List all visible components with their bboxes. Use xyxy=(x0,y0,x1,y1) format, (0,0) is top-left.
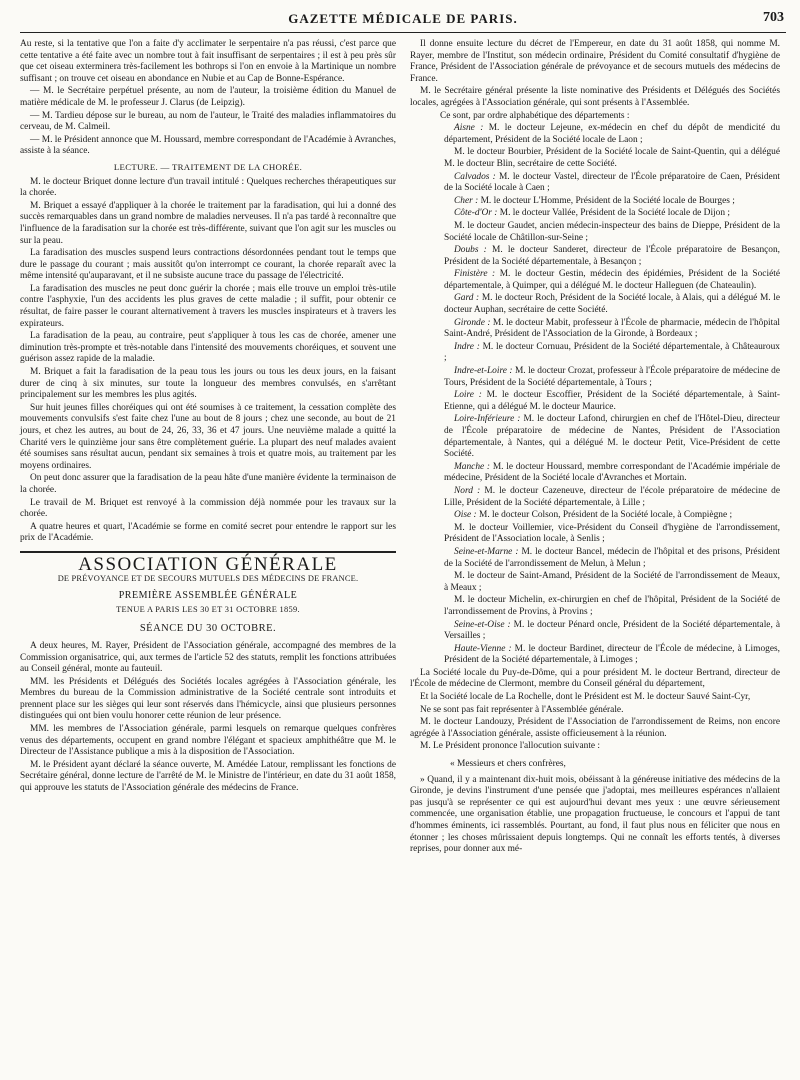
department-entry xyxy=(410,595,780,618)
department-text: M. le docteur L'Homme, Président de la Société locale de Bourges ; xyxy=(480,195,735,206)
columns xyxy=(20,39,786,857)
right-column xyxy=(410,39,780,857)
paragraph: — M. le Président annonce que M. Houssard, membre correspondant de l'Académie à Avranches, assiste à la séance. xyxy=(20,134,396,157)
department-text: M. le docteur Gaudet, ancien médecin-inspecteur des bains de Dieppe, Président de la Société locale de Châtillon-sur-Seine ; xyxy=(444,220,780,243)
department-name: Aisne : xyxy=(454,123,484,134)
paragraph: M. le Secrétaire général présente la liste nominative des Présidents et Délégués des Sociétés locales, agrégées à l'Association générale, qui sont présents à l'Assemblée. xyxy=(410,86,780,108)
department-entry xyxy=(410,462,780,485)
department-text: M. le docteur Vallée, Président de la Société locale de Dijon ; xyxy=(499,208,730,219)
paragraph: M. le Président ayant déclaré la séance ouverte, M. Amédée Latour, remplissant les fonctions de Secrétaire général, donne lecture de l'arrêté de M. le Ministre de l'intérieur, en date du 31 août 1858, qui approuve les statuts de l'Association générale des médecins de France. xyxy=(20,759,396,794)
paragraph: On peut donc assurer que la faradisation de la peau hâte d'une manière évidente la terminaison de la chorée. xyxy=(20,473,396,495)
department-entry xyxy=(410,644,780,667)
department-name: Nord : xyxy=(454,485,481,496)
page-header xyxy=(20,8,786,33)
department-entry xyxy=(410,293,780,316)
paragraph: Ce sont, par ordre alphabétique des départements : xyxy=(440,110,630,121)
department-text: M. le docteur Vastel, directeur de l'École préparatoire de Caen, Président de la Société locale à Caen ; xyxy=(444,171,780,194)
paragraph: La Société locale du Puy-de-Dôme, qui a pour président M. le docteur Bertrand, directeur de l'École de médecine de Clermont, membre du Conseil général du département, xyxy=(410,667,780,690)
assembly-title: PREMIÈRE ASSEMBLÉE GÉNÉRALE xyxy=(118,590,298,602)
department-name: Seine-et-Marne : xyxy=(454,546,519,557)
department-name: Loire : xyxy=(454,390,482,401)
association-subtitle: DE PRÉVOYANCE ET DE SECOURS MUTUELS DES MÉDECINS DE FRANCE. xyxy=(57,573,359,583)
paragraph: La faradisation de la peau, au contraire, peut s'appliquer à tous les cas de chorée, amener une diminution très-prompte et très-notable dans l'intensité des mouvements choréiques, et souvent une guérison assez rapide de la maladie. xyxy=(20,331,396,365)
department-text: M. le docteur Sanderet, directeur de l'École préparatoire de Besançon, Président de la Société départementale, à Besançon ; xyxy=(444,245,781,267)
paragraph: MM. les Présidents et Délégués des Sociétés locales agrégées à l'Association générale, les Membres du bureau de la Commission administrative de la Société centrale sont introduits et prennent place sur les sièges qui leur sont réservés dans l'hémicycle, ainsi que plusieurs personnes distinguées qui ont bien voulu honorer cette réunion de leur présence. xyxy=(20,676,396,722)
paragraph: Et la Société locale de La Rochelle, dont le Président est M. le docteur Sauvé Saint-Cyr, xyxy=(420,692,751,703)
paragraph: Le travail de M. Briquet est renvoyé à la commission déjà nommée pour les travaux sur la chorée. xyxy=(20,497,396,520)
department-entry xyxy=(410,196,780,208)
department-text: M. le docteur Roch, Président de la Société locale, à Alais, qui a délégué M. le docteur Auphan, secrétaire de cette Société. xyxy=(444,293,781,316)
department-entry xyxy=(410,269,780,292)
department-text: M. le docteur Houssard, membre correspondant de l'Académie impériale de médecine, Président de la Société locale d'Avranches et Mortain. xyxy=(444,461,780,484)
department-entry xyxy=(410,414,780,460)
department-name: Calvados : xyxy=(454,171,496,182)
session-title: SÉANCE DU 30 OCTOBRE. xyxy=(139,623,277,635)
department-text: M. le docteur Lafond, chirurgien en chef de l'Hôtel-Dieu, directeur de l'École préparatoire de médecine de Nantes, Président de l'Association départementale, à Nantes, qui a délégué M. le docteur Petit, Vice-Président de cette Société. xyxy=(444,414,781,460)
department-text: M. le docteur Voillemier, vice-Président du Conseil d'hygiène de l'arrondissement, Président de l'Association locale, à Senlis ; xyxy=(444,522,780,545)
section-divider xyxy=(20,551,396,553)
department-name: Cher : xyxy=(454,195,479,206)
journal-title: GAZETTE MÉDICALE DE PARIS. xyxy=(288,11,518,26)
department-entry xyxy=(410,342,780,365)
department-name: Loire-Inférieure : xyxy=(454,414,521,425)
department-entry xyxy=(410,620,780,643)
department-entry xyxy=(410,510,780,522)
department-entry xyxy=(410,547,780,570)
department-text: M. le docteur Mabit, professeur à l'École de pharmacie, médecin de l'hôpital Saint-André, Président de l'Association de la Gironde, à Bordeaux ; xyxy=(444,317,780,340)
department-entry xyxy=(410,390,780,413)
paragraph: A quatre heures et quart, l'Académie se forme en comité secret pour entendre le rapport sur les prix de l'Académie. xyxy=(20,521,396,544)
department-name: Seine-et-Oise : xyxy=(454,619,511,630)
department-text: M. le docteur Cazeneuve, directeur de l'école préparatoire de médecine de Lille, Président de la Société départementale, à Lille ; xyxy=(444,485,780,508)
department-name: Indre-et-Loire : xyxy=(454,366,513,377)
department-entry xyxy=(410,147,780,170)
department-name: Indre : xyxy=(454,341,480,352)
paragraph: A deux heures, M. Rayer, Président de l'Association générale, accompagné des membres de la Commission organisatrice, qui, aux termes de l'article 52 des statuts, remplit les fonctions attribuées au Conseil général, monte au fauteuil. xyxy=(20,640,396,675)
department-entry xyxy=(410,123,780,146)
department-text: M. le docteur Lejeune, ex-médecin en chef du dépôt de mendicité du département, Président de la Société locale de Laon ; xyxy=(444,123,781,145)
department-text: M. le docteur Crozat, professeur à l'École préparatoire de médecine de Tours, Président de la Société départementale, à Tours ; xyxy=(444,366,780,388)
paragraph: La faradisation des muscles suspend leurs contractions désordonnées pendant tout le temps que dure le passage du courant ; mais aussitôt qu'on interrompt ce courant, la chorée reparaît avec la même intensité qu'auparavant, et il ne subsiste aucune trace du passage de l'électricité. xyxy=(20,248,396,282)
department-entry xyxy=(410,208,780,220)
department-entry xyxy=(410,486,780,509)
paragraph: Il donne ensuite lecture du décret de l'Empereur, en date du 31 août 1858, qui nomme M. Rayer, membre de l'Institut, son médecin ordinaire, Président du Comité consultatif d'hygiène de France, Président de l'Association générale de prévoyance et de secours mutuels des médecins de France. xyxy=(410,39,780,84)
department-entry xyxy=(410,523,780,546)
department-name: Oise : xyxy=(454,510,477,521)
assembly-dates: TENUE A PARIS LES 30 ET 31 OCTOBRE 1859. xyxy=(116,604,300,614)
department-name: Gironde : xyxy=(454,317,491,328)
department-text: M. le docteur Bancel, médecin de l'hôpital et des prisons, Président de la Société de l'arrondissement de Melun, à Melun ; xyxy=(444,546,780,569)
paragraph: — M. Tardieu dépose sur le bureau, au nom de l'auteur, le Traité des maladies inflammatoires du cerveau, de M. Calmeil. xyxy=(20,110,396,133)
left-column xyxy=(20,39,396,857)
department-text: M. le docteur Cornuau, Président de la Société départementale, à Châteauroux ; xyxy=(444,341,780,364)
association-title: ASSOCIATION GÉNÉRALE xyxy=(78,553,338,575)
paragraph: M. le docteur Briquet donne lecture d'un travail intitulé : Quelques recherches thérapeutiques sur la chorée. xyxy=(20,176,396,199)
department-entry xyxy=(410,571,780,594)
department-text: M. le docteur Colson, Président de la Société locale, à Compiègne ; xyxy=(479,510,733,521)
department-name: Doubs : xyxy=(454,245,487,256)
speech-salutation: « Messieurs et chers confrères, xyxy=(450,759,566,770)
department-text: M. le docteur de Saint-Amand, Président de la Société de l'arrondissement de Meaux, à Meaux ; xyxy=(444,571,780,593)
section-heading: LECTURE. — TRAITEMENT DE LA CHORÉE. xyxy=(113,161,303,172)
paragraph: M. Briquet a essayé d'appliquer à la chorée le traitement par la faradisation, qui lui a donné des succès remarquables dans un grand nombre de maladies nerveuses. Il n'a pas tardé à reconnaître que l'influence de la faradisation sur la chorée est très-différente, suivant que l'on agit sur les muscles ou sur la peau. xyxy=(20,200,396,246)
paragraph: Sur huit jeunes filles choréiques qui ont été soumises à ce traitement, la cessation complète des mouvements convulsifs s'est faite chez l'une au bout de 8 jours ; chez une seconde, au bout de 21 jours, et chez les autres, au bout de 24, 26, 33, 36 et 47 jours. Une neuvième malade a quitté la Charité vers le quinzième jour sans être complètement guérie. La plupart des neuf malades avaient été soumises sans résultat aucun, pendant six semaines à trois et quatre mois, au traitement par les moyens ordinaires. xyxy=(20,402,396,471)
department-name: Finistère : xyxy=(454,269,496,280)
department-entry xyxy=(410,172,780,195)
paragraph: — M. le Secrétaire perpétuel présente, au nom de l'auteur, la troisième édition du Manuel de matière médicale de M. le professeur J. Clarus (de Leipzig). xyxy=(20,86,396,108)
paragraph: M. Briquet a fait la faradisation de la peau tous les jours ou tous les deux jours, en la faisant durer de cinq à six minutes, sur toute la longueur des membres convulsés, en s'arrêtant principalement sur les membres les plus agités. xyxy=(20,367,396,401)
speech-paragraph: » Quand, il y a maintenant dix-huit mois, obéissant à la généreuse initiative des médecins de la Gironde, je devins l'instrument d'une pensée que j'adoptai, mes meilleures espérances n'allaient pas jusqu'à se représenter ce qui est aujourd'hui devant mes yeux : une œuvre sérieusement commencée, une organisation établie, une propagation fructueuse, le concours et l'appui de tant d'hommes éminents, ici rassemblés. Pourtant, au fond, il faut plus nous en féliciter que nous en étonner ; les choses mûrissaient depuis longtemps. Qui ne connaît les efforts tentés, à diverses reprises, pour donner aux mé- xyxy=(410,774,780,855)
paragraph: Ne se sont pas fait représenter à l'Assemblée générale. xyxy=(420,704,624,715)
department-text: M. le docteur Michelin, ex-chirurgien en chef de l'hôpital, Président de la Société de l'arrondissement de Provins, à Provins ; xyxy=(444,595,780,617)
department-text: M. le docteur Escoffier, Président de la Société départementale, à Saint-Etienne, qui a délégué M. le docteur Maurice. xyxy=(444,390,781,412)
page-number: 703 xyxy=(763,10,784,25)
department-entry xyxy=(410,366,780,389)
department-text: M. le docteur Bourbier, Président de la Société locale de Saint-Quentin, qui a délégué M. le docteur Blin, secrétaire de cette Société. xyxy=(444,147,780,169)
department-text: M. le docteur Bardinet, directeur de l'École de médecine, à Limoges, Président de la Société départementale, à Limoges ; xyxy=(444,643,780,666)
paragraph: La faradisation des muscles ne peut donc guérir la chorée ; mais elle trouve un emploi très-utile contre l'asphyxie, l'un des accidents les plus graves de cette maladie ; il suffit, pour obtenir ce résultat, de faire passer le courant alternativement à travers les muscles inspirateurs et à travers les expirateurs. xyxy=(20,283,396,329)
department-name: Gard : xyxy=(454,293,480,304)
department-name: Manche : xyxy=(454,461,491,472)
paragraph: M. Le Président prononce l'allocution suivante : xyxy=(420,741,601,752)
department-list xyxy=(410,123,780,667)
department-name: Côte-d'Or : xyxy=(454,208,498,219)
department-text: M. le docteur Pénard oncle, Président de la Société départementale, à Versailles ; xyxy=(444,619,780,642)
department-entry xyxy=(410,221,780,244)
paragraph: Au reste, si la tentative que l'on a faite d'y acclimater le serpentaire n'a pas réussi, c'est parce que cette tentative a été faite avec un nombre tout à fait insuffisant de serpentaires ; il est à peu près sûr que cet oiseau exterminera très-facilement les bothrops si l'on en envoie à la Martinique un nombre suffisant ; on trouve cet oiseau en abondance en Nubie et au Cap de Bonne-Espérance. xyxy=(20,39,396,84)
paragraph: M. le docteur Landouzy, Président de l'Association de l'arrondissement de Reims, non encore agrégée à l'Association générale, assiste officieusement à la réunion. xyxy=(410,717,780,739)
department-text: M. le docteur Gestin, médecin des épidémies, Président de la Société départementale, à Quimper, qui a délégué M. le docteur Halleguen (de Chateaulin). xyxy=(444,269,781,291)
department-entry xyxy=(410,318,780,341)
department-entry xyxy=(410,245,780,268)
department-name: Haute-Vienne : xyxy=(454,643,512,654)
paragraph: MM. les membres de l'Association générale, parmi lesquels on remarque quelques confrères venus des départements, occupent en grand nombre l'élégant et spacieux amphithéâtre que M. le Directeur de l'Assistance publique a mis à la disposition de l'Association. xyxy=(20,724,396,758)
